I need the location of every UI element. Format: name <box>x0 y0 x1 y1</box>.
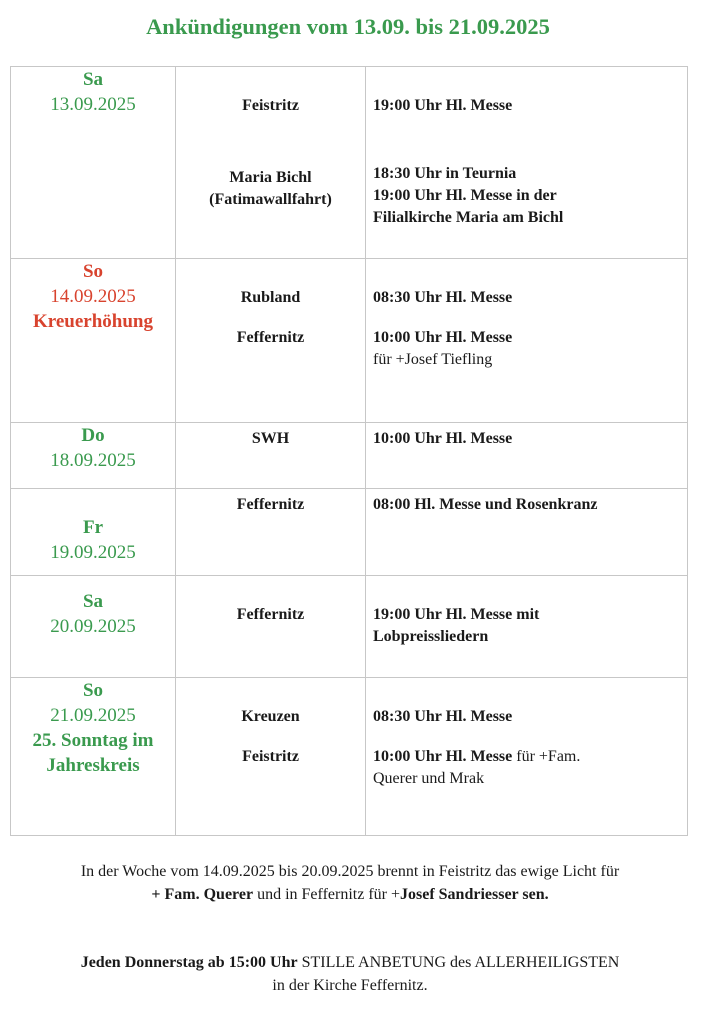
weekday: Sa <box>82 69 104 90</box>
service-cell <box>366 678 688 836</box>
date-cell <box>11 67 176 259</box>
service-text: 10:00 Uhr Hl. Messe <box>373 329 513 346</box>
place-cell <box>176 576 366 678</box>
table-row <box>11 489 688 576</box>
date: 18.09.2025 <box>50 450 136 471</box>
service-text <box>373 746 683 768</box>
service-cell <box>366 423 688 489</box>
place-name: Rubland <box>240 289 301 306</box>
adoration-note <box>0 951 700 997</box>
service-text: 08:30 Uhr Hl. Messe <box>373 289 513 306</box>
table-row <box>11 678 688 836</box>
date-cell <box>11 259 176 423</box>
service-text: 19:00 Uhr Hl. Messe <box>373 97 513 114</box>
note-bold: + Fam. Querer <box>151 886 254 903</box>
service-cell <box>366 67 688 259</box>
schedule-table <box>10 66 688 836</box>
table-row <box>11 259 688 423</box>
service-cell <box>366 576 688 678</box>
date-cell <box>11 423 176 489</box>
place-cell <box>176 67 366 259</box>
place-name: Feffernitz <box>236 606 305 623</box>
service-note: für +Josef Tiefling <box>373 351 493 368</box>
place-cell <box>176 489 366 576</box>
date: 13.09.2025 <box>50 94 136 115</box>
note-text: STILLE ANBETUNG des ALLERHEILIGSTEN <box>297 954 620 971</box>
note-line <box>0 883 700 906</box>
service-text: 19:00 Uhr Hl. Messe in der <box>373 187 557 204</box>
service-text: Filialkirche Maria am Bichl <box>373 209 564 226</box>
table-row <box>11 576 688 678</box>
date-cell <box>11 489 176 576</box>
eternal-light-note <box>0 860 700 906</box>
weekday: So <box>82 261 104 282</box>
service-note: Querer und Mrak <box>373 770 485 787</box>
note-line: In der Woche vom 14.09.2025 bis 20.09.2025 brennt in Feistritz das ewige Licht für <box>80 863 620 880</box>
service-text: 19:00 Uhr Hl. Messe mit <box>373 606 540 623</box>
place-name: SWH <box>251 430 290 447</box>
table-row <box>11 67 688 259</box>
weekday: So <box>82 680 104 701</box>
place-name: Feistritz <box>242 748 299 765</box>
date: 14.09.2025 <box>50 286 136 307</box>
table-row <box>11 423 688 489</box>
weekday: Do <box>81 425 105 446</box>
service-text: Lobpreissliedern <box>373 628 489 645</box>
date-cell <box>11 576 176 678</box>
service-bold: 10:00 Uhr Hl. Messe <box>373 748 513 765</box>
service-text: 10:00 Uhr Hl. Messe <box>373 430 513 447</box>
place-cell <box>176 678 366 836</box>
place-subtitle: (Fatimawallfahrt) <box>209 191 332 208</box>
service-text: 18:30 Uhr in Teurnia <box>373 165 517 182</box>
place-name: Maria Bichl <box>229 169 312 186</box>
date: 19.09.2025 <box>50 542 136 563</box>
place-name: Feistritz <box>242 97 299 114</box>
note-line <box>0 951 700 974</box>
place-name: Feffernitz <box>236 496 305 513</box>
service-cell <box>366 259 688 423</box>
note-bold: Jeden Donnerstag ab 15:00 Uhr <box>80 954 298 971</box>
note-text: und in Feffernitz für + <box>253 886 400 903</box>
date-cell <box>11 678 176 836</box>
service-text: 08:30 Uhr Hl. Messe <box>373 708 513 725</box>
note-line: in der Kirche Feffernitz. <box>272 977 428 994</box>
place-cell <box>176 259 366 423</box>
page-title: Ankündigungen vom 13.09. bis 21.09.2025 <box>146 14 550 39</box>
place-name: Feffernitz <box>236 329 305 346</box>
feast-name: 25. Sonntag im Jahreskreis <box>32 730 154 776</box>
weekday: Sa <box>82 591 104 612</box>
date: 21.09.2025 <box>50 705 136 726</box>
service-cell <box>366 489 688 576</box>
date: 20.09.2025 <box>50 616 136 637</box>
place-cell <box>176 423 366 489</box>
place-name: Kreuzen <box>241 708 300 725</box>
feast-name: Kreuerhöhung <box>32 311 153 332</box>
weekday: Fr <box>82 517 104 538</box>
service-inline: für +Fam. <box>512 748 581 765</box>
note-bold: Josef Sandriesser sen. <box>400 886 549 903</box>
service-text: 08:00 Hl. Messe und Rosenkranz <box>373 496 598 513</box>
